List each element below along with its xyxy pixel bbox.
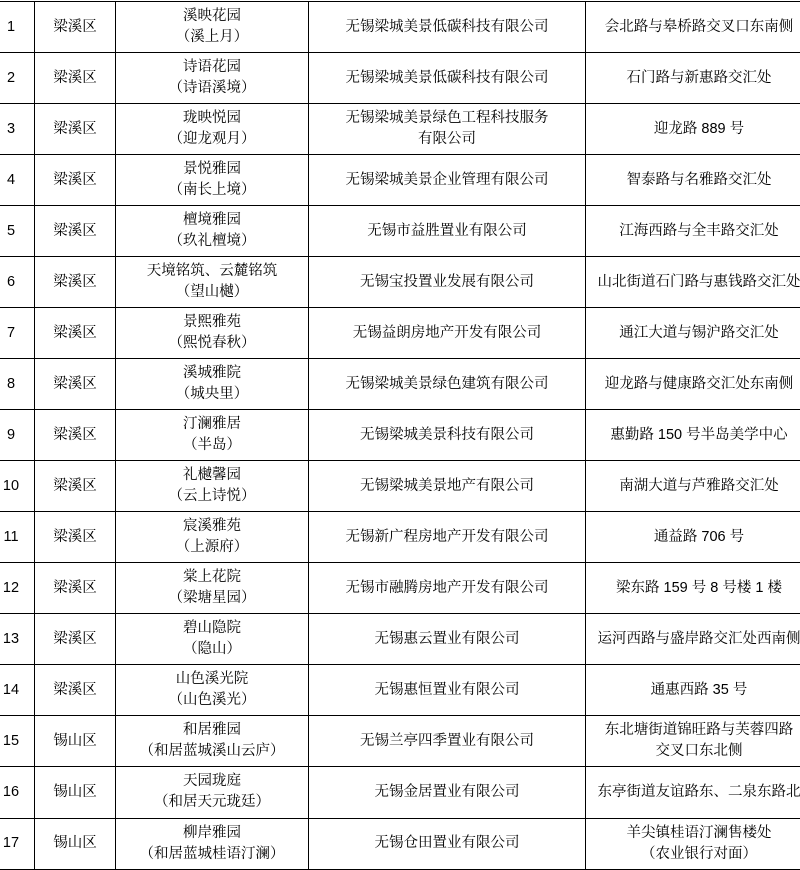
row-company xyxy=(309,818,586,869)
row-district xyxy=(35,359,116,410)
row-index-line: 17 xyxy=(0,833,31,854)
row-district-line: 梁溪区 xyxy=(38,119,112,140)
row-company-line: 有限公司 xyxy=(312,129,582,150)
row-project-line: （云上诗悦） xyxy=(119,486,305,507)
row-project xyxy=(116,257,309,308)
row-index xyxy=(0,308,35,359)
row-address xyxy=(586,308,800,359)
table-row xyxy=(0,53,800,104)
row-company-text xyxy=(312,221,582,242)
row-company-line: 无锡梁城美景低碳科技有限公司 xyxy=(312,17,582,38)
row-company xyxy=(309,155,586,206)
row-company-text xyxy=(312,782,582,803)
row-project-text xyxy=(119,669,305,711)
row-project-text xyxy=(119,823,305,865)
row-index xyxy=(0,512,35,563)
row-project xyxy=(116,614,309,665)
row-index-text xyxy=(0,680,31,701)
row-project-line: 天境铭筑、云麓铭筑 xyxy=(119,261,305,282)
row-index-text xyxy=(0,272,31,293)
row-address xyxy=(586,206,800,257)
row-index xyxy=(0,104,35,155)
row-project xyxy=(116,512,309,563)
row-district-text xyxy=(38,578,112,599)
row-company xyxy=(309,53,586,104)
row-address-line: 江海西路与全丰路交汇处 xyxy=(589,221,800,242)
row-address-text xyxy=(589,578,800,599)
table-row xyxy=(0,614,800,665)
row-company-line: 无锡梁城美景绿色工程科技服务 xyxy=(312,108,582,129)
row-index-line: 2 xyxy=(0,68,31,89)
row-index xyxy=(0,563,35,614)
row-district xyxy=(35,614,116,665)
row-district-text xyxy=(38,272,112,293)
row-district xyxy=(35,104,116,155)
row-address-text xyxy=(589,272,800,293)
row-district-text xyxy=(38,731,112,752)
row-company xyxy=(309,257,586,308)
row-project-line: 溪城雅院 xyxy=(119,363,305,384)
row-company-text xyxy=(312,68,582,89)
row-project-line: 檀境雅园 xyxy=(119,210,305,231)
row-project-line: （梁塘星园） xyxy=(119,588,305,609)
row-project-text xyxy=(119,414,305,456)
row-address-line: （农业银行对面） xyxy=(589,844,800,865)
row-project-line: 汀澜雅居 xyxy=(119,414,305,435)
row-index-text xyxy=(0,17,31,38)
row-index xyxy=(0,410,35,461)
row-project-text xyxy=(119,516,305,558)
row-index-text xyxy=(0,782,31,803)
row-district-text xyxy=(38,17,112,38)
row-project xyxy=(116,53,309,104)
row-index-text xyxy=(0,68,31,89)
row-index-text xyxy=(0,221,31,242)
row-company-line: 无锡金居置业有限公司 xyxy=(312,782,582,803)
row-company xyxy=(309,512,586,563)
row-district xyxy=(35,818,116,869)
table-row xyxy=(0,716,800,767)
row-district-text xyxy=(38,374,112,395)
row-company-text xyxy=(312,527,582,548)
row-address-text xyxy=(589,476,800,497)
row-address xyxy=(586,359,800,410)
row-company-text xyxy=(312,731,582,752)
row-project-line: 山色溪光院 xyxy=(119,669,305,690)
table-row xyxy=(0,512,800,563)
row-project-line: 溪映花园 xyxy=(119,6,305,27)
row-project-text xyxy=(119,159,305,201)
row-index-text xyxy=(0,731,31,752)
row-index xyxy=(0,461,35,512)
row-address-line: 通江大道与锡沪路交汇处 xyxy=(589,323,800,344)
row-index-line: 1 xyxy=(0,17,31,38)
row-district xyxy=(35,410,116,461)
row-address-line: 石门路与新惠路交汇处 xyxy=(589,68,800,89)
row-project-line: 景悦雅园 xyxy=(119,159,305,180)
row-district-text xyxy=(38,833,112,854)
row-district xyxy=(35,512,116,563)
row-index-line: 9 xyxy=(0,425,31,446)
row-address xyxy=(586,155,800,206)
row-company xyxy=(309,665,586,716)
row-district xyxy=(35,563,116,614)
row-project-line: （和居天元珑廷） xyxy=(119,792,305,813)
row-company-line: 无锡梁城美景企业管理有限公司 xyxy=(312,170,582,191)
row-index-text xyxy=(0,527,31,548)
row-address-line: 山北街道石门路与惠钱路交汇处 xyxy=(589,272,800,293)
row-project-line: （望山樾） xyxy=(119,282,305,303)
row-project-line: 和居雅园 xyxy=(119,720,305,741)
row-company xyxy=(309,563,586,614)
row-district-line: 梁溪区 xyxy=(38,221,112,242)
row-index-text xyxy=(0,119,31,140)
row-index-text xyxy=(0,476,31,497)
row-project-line: 柳岸雅园 xyxy=(119,823,305,844)
table-row xyxy=(0,665,800,716)
row-district xyxy=(35,461,116,512)
row-address-line: 智泰路与名雅路交汇处 xyxy=(589,170,800,191)
row-company-line: 无锡市融腾房地产开发有限公司 xyxy=(312,578,582,599)
row-address-line: 惠勤路 150 号半岛美学中心 xyxy=(589,425,800,446)
row-company-text xyxy=(312,680,582,701)
row-address-line: 羊尖镇桂语汀澜售楼处 xyxy=(589,823,800,844)
row-project-line: （城央里） xyxy=(119,384,305,405)
row-company-text xyxy=(312,833,582,854)
row-index-line: 4 xyxy=(0,170,31,191)
row-index-text xyxy=(0,833,31,854)
row-district-line: 梁溪区 xyxy=(38,68,112,89)
row-project xyxy=(116,461,309,512)
row-district-text xyxy=(38,68,112,89)
row-district-line: 梁溪区 xyxy=(38,425,112,446)
row-company-text xyxy=(312,272,582,293)
row-index-line: 6 xyxy=(0,272,31,293)
row-project-line: （和居蓝城溪山云庐） xyxy=(119,741,305,762)
row-address-line: 会北路与皋桥路交叉口东南侧 xyxy=(589,17,800,38)
row-district xyxy=(35,2,116,53)
row-index-line: 5 xyxy=(0,221,31,242)
row-project xyxy=(116,104,309,155)
row-company-line: 无锡梁城美景地产有限公司 xyxy=(312,476,582,497)
row-address-line: 通益路 706 号 xyxy=(589,527,800,548)
row-company xyxy=(309,2,586,53)
row-project xyxy=(116,716,309,767)
row-district-text xyxy=(38,425,112,446)
row-district-line: 梁溪区 xyxy=(38,680,112,701)
row-address xyxy=(586,665,800,716)
table-row xyxy=(0,767,800,818)
row-address xyxy=(586,53,800,104)
row-district xyxy=(35,53,116,104)
row-project-text xyxy=(119,771,305,813)
row-project-text xyxy=(119,465,305,507)
row-project-line: （半岛） xyxy=(119,435,305,456)
row-district-line: 梁溪区 xyxy=(38,323,112,344)
row-company-text xyxy=(312,425,582,446)
row-project xyxy=(116,665,309,716)
row-index-line: 15 xyxy=(0,731,31,752)
row-index-text xyxy=(0,578,31,599)
row-district-line: 梁溪区 xyxy=(38,527,112,548)
row-project xyxy=(116,818,309,869)
row-index xyxy=(0,716,35,767)
row-company-line: 无锡新广程房地产开发有限公司 xyxy=(312,527,582,548)
row-company-text xyxy=(312,108,582,150)
row-project xyxy=(116,155,309,206)
row-project xyxy=(116,359,309,410)
row-address xyxy=(586,716,800,767)
row-index-text xyxy=(0,629,31,650)
row-project-line: 珑映悦园 xyxy=(119,108,305,129)
row-project-line: 礼樾馨园 xyxy=(119,465,305,486)
row-index xyxy=(0,665,35,716)
row-project xyxy=(116,767,309,818)
row-project-text xyxy=(119,618,305,660)
row-company xyxy=(309,308,586,359)
row-company-line: 无锡惠云置业有限公司 xyxy=(312,629,582,650)
row-company-line: 无锡市益胜置业有限公司 xyxy=(312,221,582,242)
row-index xyxy=(0,2,35,53)
row-company-text xyxy=(312,578,582,599)
row-project-line: （迎龙观月） xyxy=(119,129,305,150)
row-index-line: 12 xyxy=(0,578,31,599)
row-address-line: 迎龙路与健康路交汇处东南侧 xyxy=(589,374,800,395)
row-company-line: 无锡仓田置业有限公司 xyxy=(312,833,582,854)
row-address-line: 迎龙路 889 号 xyxy=(589,119,800,140)
row-project-line: （诗语溪境） xyxy=(119,78,305,99)
row-address-text xyxy=(589,374,800,395)
row-company-line: 无锡梁城美景绿色建筑有限公司 xyxy=(312,374,582,395)
row-index xyxy=(0,818,35,869)
row-company xyxy=(309,410,586,461)
row-project xyxy=(116,410,309,461)
row-address-line: 东北塘街道锦旺路与芙蓉四路 xyxy=(589,720,800,741)
row-company xyxy=(309,104,586,155)
row-address-line: 东亭街道友谊路东、二泉东路北 xyxy=(589,782,800,803)
row-address-text xyxy=(589,170,800,191)
row-company-text xyxy=(312,323,582,344)
row-district-line: 梁溪区 xyxy=(38,629,112,650)
row-project-text xyxy=(119,720,305,762)
row-address-line: 交叉口东北侧 xyxy=(589,741,800,762)
row-district-text xyxy=(38,527,112,548)
table-row xyxy=(0,461,800,512)
row-district-text xyxy=(38,221,112,242)
row-project-text xyxy=(119,210,305,252)
row-company xyxy=(309,206,586,257)
row-index-line: 16 xyxy=(0,782,31,803)
row-project-line: （熙悦春秋） xyxy=(119,333,305,354)
row-address-text xyxy=(589,68,800,89)
row-index xyxy=(0,155,35,206)
table-row xyxy=(0,359,800,410)
row-index-text xyxy=(0,323,31,344)
row-project-line: （山色溪光） xyxy=(119,690,305,711)
row-index xyxy=(0,767,35,818)
row-index xyxy=(0,206,35,257)
table-row xyxy=(0,818,800,869)
row-company xyxy=(309,614,586,665)
row-address-text xyxy=(589,221,800,242)
row-index-line: 7 xyxy=(0,323,31,344)
row-company-line: 无锡惠恒置业有限公司 xyxy=(312,680,582,701)
row-address-line: 通惠西路 35 号 xyxy=(589,680,800,701)
row-company-text xyxy=(312,629,582,650)
row-address-line: 南湖大道与芦雅路交汇处 xyxy=(589,476,800,497)
row-address-line: 运河西路与盛岸路交汇处西南侧 xyxy=(589,629,800,650)
row-index-line: 14 xyxy=(0,680,31,701)
row-project-text xyxy=(119,363,305,405)
row-project xyxy=(116,563,309,614)
row-project-line: 诗语花园 xyxy=(119,57,305,78)
row-address-text xyxy=(589,720,800,762)
row-address xyxy=(586,818,800,869)
table-row xyxy=(0,206,800,257)
row-address-text xyxy=(589,323,800,344)
row-district xyxy=(35,155,116,206)
row-project-line: （溪上月） xyxy=(119,27,305,48)
table-row xyxy=(0,410,800,461)
row-district-text xyxy=(38,680,112,701)
row-address xyxy=(586,461,800,512)
row-district-line: 梁溪区 xyxy=(38,578,112,599)
row-project-line: 棠上花院 xyxy=(119,567,305,588)
row-district-line: 梁溪区 xyxy=(38,17,112,38)
table-row xyxy=(0,104,800,155)
row-company-line: 无锡梁城美景低碳科技有限公司 xyxy=(312,68,582,89)
row-address-text xyxy=(589,823,800,865)
row-index-line: 11 xyxy=(0,527,31,548)
row-address xyxy=(586,410,800,461)
row-project-line: （南长上境） xyxy=(119,180,305,201)
row-company-text xyxy=(312,17,582,38)
row-district-text xyxy=(38,323,112,344)
row-district-text xyxy=(38,782,112,803)
row-index-text xyxy=(0,425,31,446)
row-district xyxy=(35,665,116,716)
row-company xyxy=(309,716,586,767)
row-project-text xyxy=(119,57,305,99)
row-index xyxy=(0,614,35,665)
row-district-text xyxy=(38,119,112,140)
row-project-line: （上源府） xyxy=(119,537,305,558)
row-index-text xyxy=(0,374,31,395)
row-company-text xyxy=(312,476,582,497)
row-address xyxy=(586,104,800,155)
row-project-text xyxy=(119,6,305,48)
row-address xyxy=(586,614,800,665)
row-project-line: 天园珑庭 xyxy=(119,771,305,792)
row-address-text xyxy=(589,782,800,803)
row-company-line: 无锡益朗房地产开发有限公司 xyxy=(312,323,582,344)
table-row xyxy=(0,308,800,359)
row-district xyxy=(35,767,116,818)
row-district xyxy=(35,308,116,359)
row-company-line: 无锡兰亭四季置业有限公司 xyxy=(312,731,582,752)
row-company xyxy=(309,359,586,410)
row-index xyxy=(0,53,35,104)
row-district xyxy=(35,716,116,767)
row-district-text xyxy=(38,476,112,497)
row-district-line: 锡山区 xyxy=(38,782,112,803)
table-body xyxy=(0,2,800,870)
row-project-line: 碧山隐院 xyxy=(119,618,305,639)
row-project-line: 景熙雅苑 xyxy=(119,312,305,333)
row-district-line: 梁溪区 xyxy=(38,272,112,293)
table-row xyxy=(0,2,800,53)
row-index-line: 3 xyxy=(0,119,31,140)
row-address xyxy=(586,257,800,308)
row-district xyxy=(35,206,116,257)
row-address-text xyxy=(589,425,800,446)
row-address-text xyxy=(589,680,800,701)
table-row xyxy=(0,155,800,206)
row-district-line: 锡山区 xyxy=(38,731,112,752)
row-project-line: 宸溪雅苑 xyxy=(119,516,305,537)
row-address-line: 梁东路 159 号 8 号楼 1 楼 xyxy=(589,578,800,599)
row-company-text xyxy=(312,374,582,395)
row-company-line: 无锡梁城美景科技有限公司 xyxy=(312,425,582,446)
row-project-text xyxy=(119,567,305,609)
row-address-text xyxy=(589,17,800,38)
row-address xyxy=(586,2,800,53)
row-index-text xyxy=(0,170,31,191)
row-project xyxy=(116,308,309,359)
row-index xyxy=(0,359,35,410)
row-index-line: 8 xyxy=(0,374,31,395)
row-district-text xyxy=(38,629,112,650)
row-company xyxy=(309,767,586,818)
row-project-text xyxy=(119,108,305,150)
row-index-line: 10 xyxy=(0,476,31,497)
row-project xyxy=(116,206,309,257)
row-project-line: （和居蓝城桂语汀澜） xyxy=(119,844,305,865)
project-listing-table xyxy=(0,1,800,870)
row-address-text xyxy=(589,527,800,548)
row-company xyxy=(309,461,586,512)
row-project-line: （玖礼檀境） xyxy=(119,231,305,252)
row-address-text xyxy=(589,119,800,140)
row-district-line: 梁溪区 xyxy=(38,476,112,497)
row-index-line: 13 xyxy=(0,629,31,650)
table-row xyxy=(0,257,800,308)
row-district xyxy=(35,257,116,308)
row-project-text xyxy=(119,312,305,354)
row-project-text xyxy=(119,261,305,303)
row-address xyxy=(586,767,800,818)
row-district-line: 锡山区 xyxy=(38,833,112,854)
row-address xyxy=(586,563,800,614)
row-address xyxy=(586,512,800,563)
row-district-line: 梁溪区 xyxy=(38,170,112,191)
table-row xyxy=(0,563,800,614)
row-project xyxy=(116,2,309,53)
row-project-line: （隐山） xyxy=(119,639,305,660)
row-district-text xyxy=(38,170,112,191)
row-company-text xyxy=(312,170,582,191)
row-district-line: 梁溪区 xyxy=(38,374,112,395)
row-company-line: 无锡宝投置业发展有限公司 xyxy=(312,272,582,293)
row-index xyxy=(0,257,35,308)
row-address-text xyxy=(589,629,800,650)
